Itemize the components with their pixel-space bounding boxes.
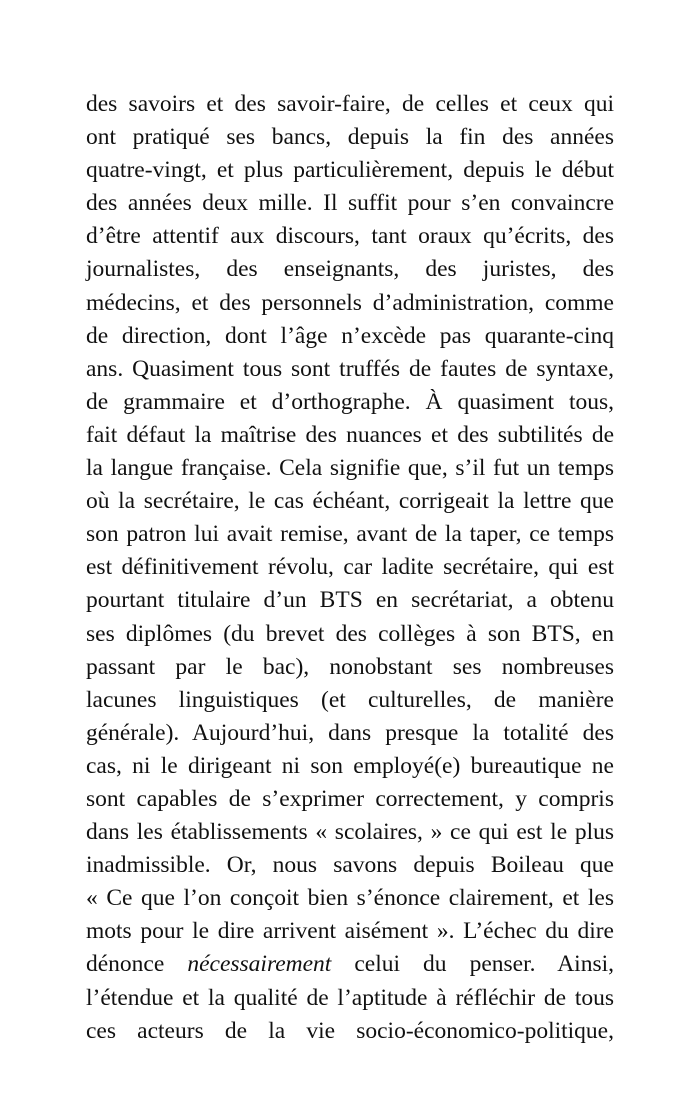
text-line-27 — [86, 948, 614, 981]
text-line-14: son patron lui avait remise, avant de la taper, ce temps — [86, 521, 614, 548]
text-line-1: des savoirs et des savoir-faire, de celles et ceux qui — [86, 91, 614, 117]
text-line-15: est définitivement révolu, car ladite secrétaire, qui est — [86, 554, 614, 581]
text-line-16: pourtant titulaire d’un BTS en secrétariat, a obtenu — [86, 587, 614, 614]
text-line-11: fait défaut la maîtrise des nuances et des subtilités de — [86, 421, 614, 448]
text-line-10: de grammaire et d’orthographe. À quasiment tous, — [86, 388, 614, 415]
text-line-24: inadmissible. Or, nous savons depuis Boileau que — [86, 852, 614, 879]
text-line-13: où la secrétaire, le cas échéant, corrigeait la lettre que — [86, 488, 614, 515]
body-text — [86, 88, 614, 1048]
text-line-28: l’étendue et la qualité de l’aptitude à réfléchir de tous — [86, 984, 614, 1011]
text-line-21: cas, ni le dirigeant ni son employé(e) bureautique ne — [86, 752, 614, 779]
text-line-9: ans. Quasiment tous sont truffés de fautes de syntaxe, — [86, 355, 614, 382]
text-line-19: lacunes linguistiques (et culturelles, de manière — [86, 686, 614, 713]
text-line-17: ses diplômes (du brevet des collèges à son BTS, en — [86, 620, 614, 647]
text-segment-before: dénonce — [86, 951, 188, 978]
text-line-8: de direction, dont l’âge n’excède pas quarante-cinq — [86, 322, 614, 349]
text-line-6: journalistes, des enseignants, des juristes, des — [86, 256, 614, 283]
text-line-26: mots pour le dire arrivent aisément ». L’échec du dire — [86, 918, 614, 945]
text-line-20: générale). Aujourd’hui, dans presque la totalité des — [86, 719, 614, 746]
text-line-4: des années deux mille. Il suffit pour s’en convaincre — [86, 190, 614, 217]
text-segment-after: celui du penser. Ainsi, — [331, 951, 614, 978]
text-line-2: ont pratiqué ses bancs, depuis la fin des années — [86, 124, 614, 151]
text-line-22: sont capables de s’exprimer correctement, y compris — [86, 785, 614, 812]
text-line-12: la langue française. Cela signifie que, s’il fut un temps — [86, 455, 614, 482]
text-line-18: passant par le bac), nonobstant ses nombreuses — [86, 653, 614, 680]
emphasized-word: nécessairement — [187, 951, 332, 978]
text-line-25: « Ce que l’on conçoit bien s’énonce clairement, et les — [86, 885, 614, 912]
text-line-29: ces acteurs de la vie socio-économico-politique, — [86, 1017, 614, 1044]
text-line-3: quatre-vingt, et plus particulièrement, depuis le début — [86, 157, 614, 184]
text-line-7: médecins, et des personnels d’administration, comme — [86, 289, 614, 316]
text-line-23: dans les établissements « scolaires, » ce qui est le plus — [86, 819, 614, 846]
text-line-5: d’être attentif aux discours, tant oraux qu’écrits, des — [86, 223, 614, 250]
